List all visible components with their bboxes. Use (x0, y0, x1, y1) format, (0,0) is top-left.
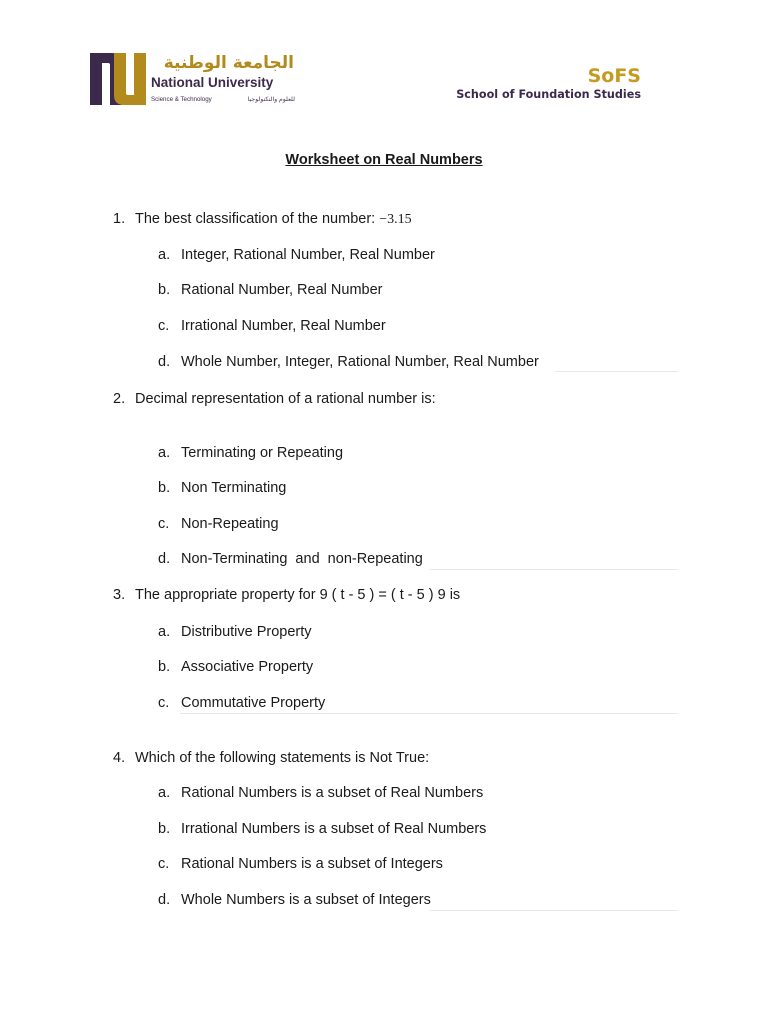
question-number: 3. (113, 587, 126, 603)
question-number: 4. (113, 750, 126, 766)
option-1b (158, 282, 382, 299)
option-text: Rational Number, Real Number (181, 282, 383, 298)
question-1 (113, 211, 412, 228)
option-letter: b. (158, 282, 171, 298)
option-text: Distributive Property (181, 624, 312, 640)
question-text: The appropriate property for 9 ( t - 5 ) = ( t - 5 ) 9 is (135, 587, 461, 603)
option-text: Terminating or Repeating (181, 445, 344, 461)
question-text: Which of the following statements is Not True: (135, 750, 430, 766)
option-letter: d. (158, 354, 171, 370)
sofs-abbreviation: SoFS (587, 65, 641, 87)
worksheet-title: Worksheet on Real Numbers (285, 152, 483, 168)
option-letter: a. (158, 624, 171, 640)
national-university-logo (90, 51, 300, 111)
option-4b (158, 821, 486, 838)
question-4 (113, 750, 429, 767)
option-text: Non-Terminating and non-Repeating (181, 551, 423, 567)
option-1d (158, 354, 539, 371)
option-letter: d. (158, 892, 171, 908)
option-text: Non-Repeating (181, 516, 279, 532)
option-letter: d. (158, 551, 171, 567)
question-3 (113, 587, 460, 604)
option-3a (158, 624, 312, 641)
option-2b (158, 480, 286, 497)
option-1c (158, 318, 386, 335)
option-1a (158, 247, 435, 264)
logo-arabic-name: الجامعة الوطنية (163, 53, 294, 73)
option-letter: b. (158, 821, 171, 837)
sofs-full-name: School of Foundation Studies (456, 88, 641, 101)
separator-line (430, 910, 678, 911)
option-text: Associative Property (181, 659, 314, 675)
question-text: The best classification of the number: (135, 211, 376, 227)
option-2a (158, 445, 343, 462)
option-3c (158, 695, 325, 712)
separator-line (430, 569, 678, 570)
logo-subtitle (151, 95, 295, 104)
question-text: Decimal representation of a rational number is: (135, 391, 436, 407)
sofs-logo (456, 65, 641, 102)
logo-subtitle-ar: للعلوم والتكنولوجيا (247, 96, 295, 103)
option-4a (158, 785, 483, 802)
option-text: Rational Numbers is a subset of Integers (181, 856, 443, 872)
option-text: Rational Numbers is a subset of Real Numbers (181, 785, 484, 801)
option-letter: c. (158, 856, 170, 872)
option-letter: b. (158, 659, 171, 675)
option-text: Commutative Property (181, 695, 326, 711)
option-text: Whole Number, Integer, Rational Number, Real Number (181, 354, 539, 370)
separator-line (180, 713, 678, 714)
option-4d (158, 892, 431, 909)
question-number: 2. (113, 391, 126, 407)
option-letter: c. (158, 695, 170, 711)
separator-line (555, 371, 678, 372)
option-letter: b. (158, 480, 171, 496)
option-2d (158, 551, 423, 568)
logo-subtitle-en: Science & Technology (151, 96, 212, 103)
option-text: Whole Numbers is a subset of Integers (181, 892, 431, 908)
option-letter: a. (158, 445, 171, 461)
option-text: Irrational Numbers is a subset of Real Numbers (181, 821, 487, 837)
question-number: 1. (113, 211, 126, 227)
option-letter: c. (158, 318, 170, 334)
option-4c (158, 856, 443, 873)
option-letter: a. (158, 785, 171, 801)
option-text: Irrational Number, Real Number (181, 318, 386, 334)
question-math: −3.15 (379, 212, 412, 227)
logo-english-name: National University (151, 75, 274, 90)
nu-logo-mark-icon (90, 51, 146, 107)
option-3b (158, 659, 313, 676)
option-2c (158, 516, 279, 533)
option-letter: c. (158, 516, 170, 532)
question-2 (113, 391, 436, 408)
option-text: Non Terminating (181, 480, 287, 496)
option-letter: a. (158, 247, 171, 263)
option-text: Integer, Rational Number, Real Number (181, 247, 435, 263)
